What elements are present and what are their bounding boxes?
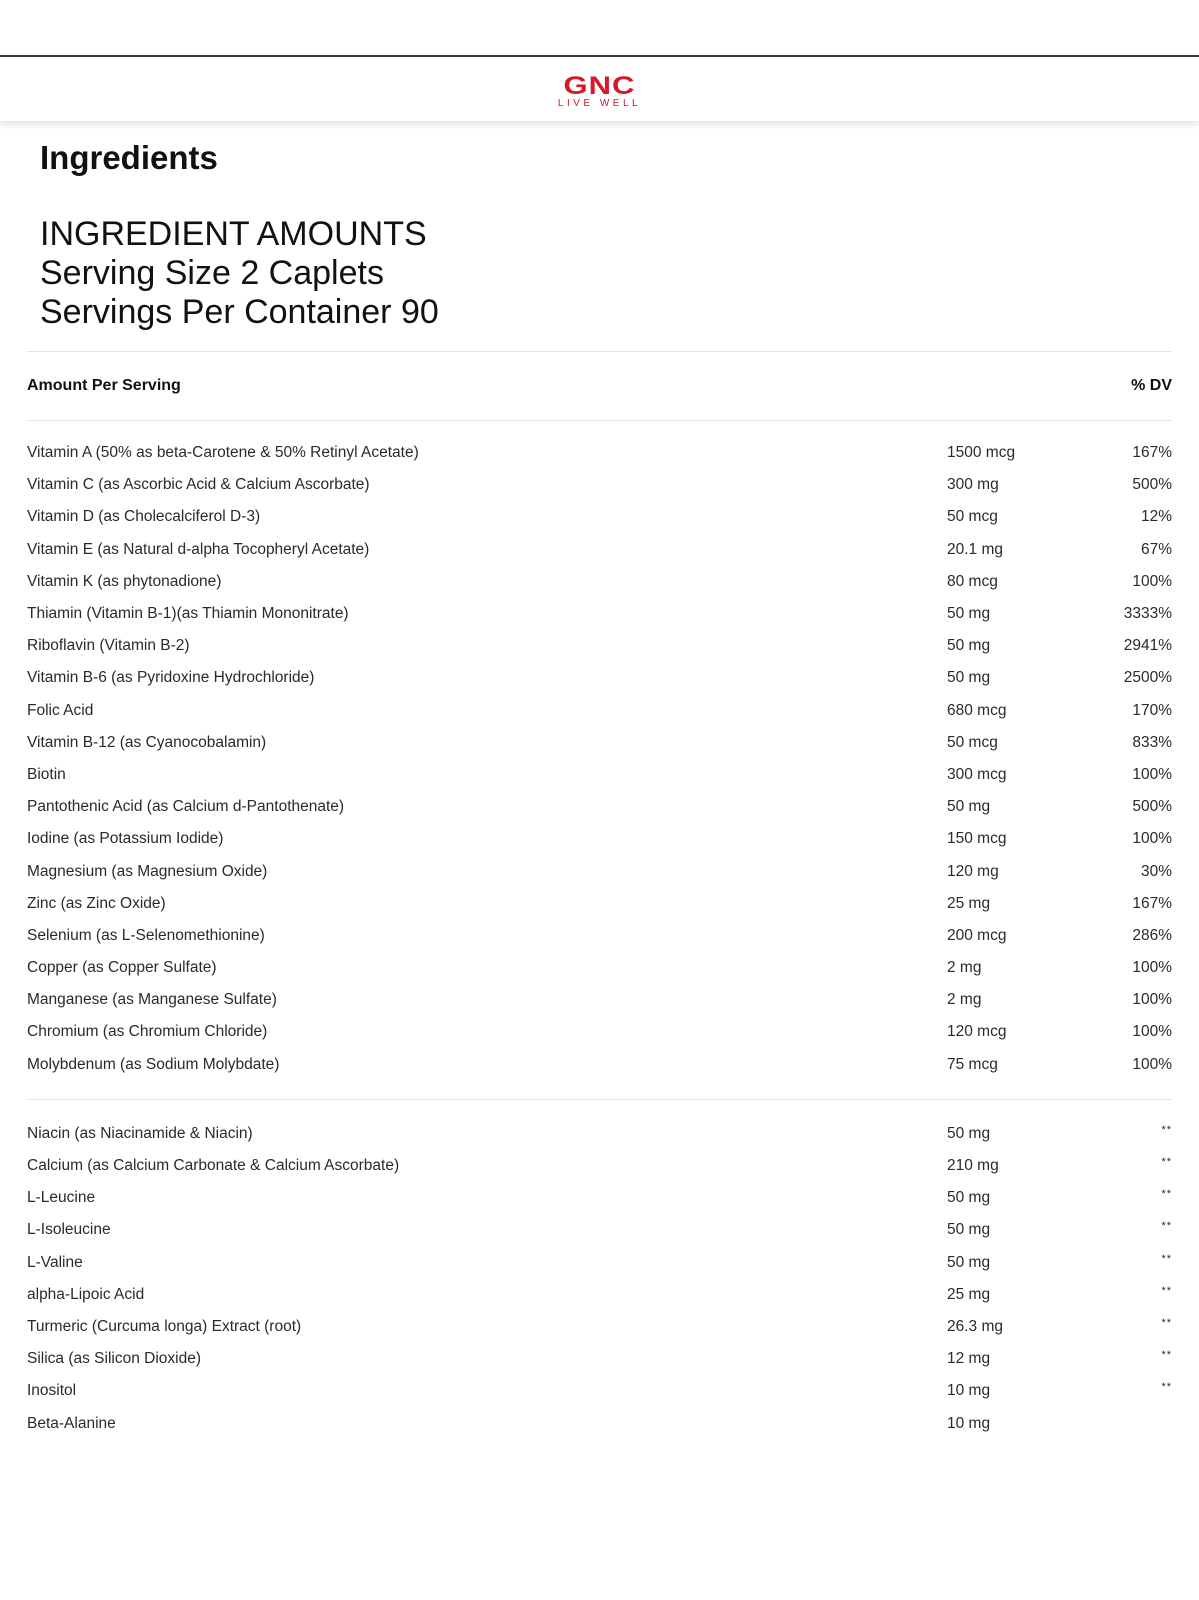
ingredient-amount: 50 mg	[947, 1124, 991, 1142]
ingredient-name: Inositol	[27, 1382, 77, 1400]
logo-wordmark: GNC	[563, 70, 636, 100]
table-row	[27, 984, 1172, 1016]
ingredient-name: Vitamin C (as Ascorbic Acid & Calcium Ascorbate)	[27, 476, 370, 494]
ingredient-name: Niacin (as Niacinamide & Niacin)	[27, 1124, 253, 1142]
table-row	[27, 1150, 1172, 1182]
ingredient-amount: 50 mcg	[947, 733, 998, 751]
ingredient-dv: 500%	[1132, 798, 1172, 816]
ingredient-dv: 500%	[1132, 476, 1172, 494]
ingredient-dv: 100%	[1132, 1055, 1172, 1073]
ingredient-dv: **	[1161, 1381, 1172, 1394]
ingredient-amount: 50 mcg	[947, 508, 998, 526]
table-row	[27, 598, 1172, 630]
ingredient-name: Vitamin D (as Cholecalciferol D-3)	[27, 508, 261, 526]
ingredient-name: Pantothenic Acid (as Calcium d-Pantothenate)	[27, 798, 345, 816]
table-row	[27, 1311, 1172, 1343]
ingredient-dv: 100%	[1132, 572, 1172, 590]
table-row	[27, 662, 1172, 694]
ingredient-name: alpha-Lipoic Acid	[27, 1285, 145, 1303]
ingredient-amount: 300 mg	[947, 476, 999, 494]
ingredient-name: Iodine (as Potassium Iodide)	[27, 830, 224, 848]
table-row	[27, 1118, 1172, 1150]
ingredient-dv: **	[1161, 1252, 1172, 1265]
ingredient-dv: 833%	[1132, 733, 1172, 751]
amount-per-serving-header: Amount Per Serving	[27, 377, 181, 394]
table-row	[27, 1279, 1172, 1311]
table-row	[27, 469, 1172, 501]
ingredient-amount: 80 mcg	[947, 572, 998, 590]
ingredient-dv: **	[1161, 1188, 1172, 1201]
ingredient-list-vitamins	[27, 421, 1172, 1081]
ingredient-dv: **	[1161, 1316, 1172, 1329]
ingredient-dv: 67%	[1140, 540, 1172, 558]
dv-header: % DV	[1131, 377, 1172, 394]
ingredient-amount: 680 mcg	[947, 701, 1007, 719]
ingredient-name: Calcium (as Calcium Carbonate & Calcium Ascorbate)	[27, 1157, 400, 1175]
ingredient-dv: 167%	[1132, 894, 1172, 912]
ingredient-name: Zinc (as Zinc Oxide)	[27, 894, 166, 912]
ingredient-dv: 170%	[1132, 701, 1172, 719]
table-row	[27, 855, 1172, 887]
ingredient-name: L-Valine	[27, 1253, 83, 1271]
logo-tagline: LIVE WELL	[557, 97, 642, 109]
ingredient-amount: 120 mg	[947, 862, 999, 880]
ingredient-dv: 100%	[1132, 991, 1172, 1009]
ingredient-name: Molybdenum (as Sodium Molybdate)	[27, 1055, 280, 1073]
ingredient-name: Manganese (as Manganese Sulfate)	[27, 991, 277, 1009]
ingredient-dv: 2941%	[1123, 637, 1172, 655]
ingredient-amount: 10 mg	[947, 1414, 991, 1432]
ingredient-name: Riboflavin (Vitamin B-2)	[27, 637, 190, 655]
ingredient-amount: 12 mg	[947, 1350, 991, 1368]
ingredient-amount: 2 mg	[947, 991, 982, 1009]
ingredient-amount: 50 mg	[947, 798, 991, 816]
table-row	[27, 1214, 1172, 1246]
table-row	[27, 1407, 1172, 1439]
ingredient-dv: 2500%	[1123, 669, 1172, 687]
ingredient-dv: 100%	[1132, 765, 1172, 783]
ingredient-amount: 210 mg	[947, 1157, 999, 1175]
table-row	[27, 566, 1172, 598]
ingredient-dv: 30%	[1140, 862, 1172, 880]
ingredient-name: Silica (as Silicon Dioxide)	[27, 1350, 202, 1368]
ingredient-dv: 100%	[1132, 830, 1172, 848]
table-row	[27, 695, 1172, 727]
table-row	[27, 1375, 1172, 1407]
ingredient-amount: 50 mg	[947, 669, 991, 687]
table-row	[27, 952, 1172, 984]
table-row	[27, 759, 1172, 791]
table-row	[27, 823, 1172, 855]
ingredients-content	[0, 139, 1199, 1440]
gnc-logo[interactable]	[558, 70, 641, 109]
ingredient-amount: 1500 mcg	[947, 444, 1016, 462]
serving-size: Serving Size 2 Caplets	[40, 254, 384, 292]
table-row	[27, 1182, 1172, 1214]
table-row	[27, 1049, 1172, 1081]
ingredient-amount: 10 mg	[947, 1382, 991, 1400]
site-header	[0, 57, 1199, 121]
table-row	[27, 1016, 1172, 1048]
table-row	[27, 727, 1172, 759]
ingredient-amount: 50 mg	[947, 1253, 991, 1271]
ingredient-dv: 3333%	[1123, 605, 1172, 623]
table-row	[27, 437, 1172, 469]
ingredient-name: Thiamin (Vitamin B-1)(as Thiamin Mononitrate)	[27, 605, 349, 623]
ingredient-amount: 20.1 mg	[947, 540, 1004, 558]
ingredient-amount: 75 mcg	[947, 1055, 998, 1073]
table-row	[27, 630, 1172, 662]
ingredient-dv: **	[1161, 1156, 1172, 1169]
ingredient-name: Biotin	[27, 765, 66, 783]
ingredient-name: Copper (as Copper Sulfate)	[27, 959, 217, 977]
ingredient-dv: **	[1161, 1349, 1172, 1362]
ingredient-name: L-Leucine	[27, 1189, 96, 1207]
ingredient-amount: 150 mcg	[947, 830, 1007, 848]
page-title: Ingredients	[40, 139, 218, 176]
ingredient-name: Vitamin B-12 (as Cyanocobalamin)	[27, 733, 267, 751]
ingredient-list-other	[27, 1100, 1172, 1440]
ingredient-dv: 12%	[1140, 508, 1172, 526]
ingredient-name: L-Isoleucine	[27, 1221, 111, 1239]
ingredient-name: Vitamin A (50% as beta-Carotene & 50% Retinyl Acetate)	[27, 444, 419, 462]
ingredient-name: Selenium (as L-Selenomethionine)	[27, 926, 265, 944]
table-row	[27, 1247, 1172, 1279]
ingredient-dv: **	[1161, 1123, 1172, 1136]
ingredient-dv: 100%	[1132, 959, 1172, 977]
ingredient-dv: 100%	[1132, 1023, 1172, 1041]
ingredient-amount: 25 mg	[947, 1285, 991, 1303]
table-row	[27, 920, 1172, 952]
ingredient-amount: 26.3 mg	[947, 1317, 1004, 1335]
ingredient-amount: 50 mg	[947, 1221, 991, 1239]
ingredient-name: Magnesium (as Magnesium Oxide)	[27, 862, 268, 880]
table-header	[27, 352, 1172, 420]
ingredient-name: Turmeric (Curcuma longa) Extract (root)	[27, 1317, 302, 1335]
table-row	[27, 888, 1172, 920]
ingredient-name: Beta-Alanine	[27, 1414, 116, 1432]
servings-per-container: Servings Per Container 90	[40, 293, 439, 331]
ingredient-amount: 120 mcg	[947, 1023, 1007, 1041]
amounts-heading: INGREDIENT AMOUNTS	[40, 215, 427, 253]
ingredient-name: Vitamin B-6 (as Pyridoxine Hydrochloride)	[27, 669, 315, 687]
ingredient-amount: 300 mcg	[947, 765, 1007, 783]
ingredient-name: Chromium (as Chromium Chloride)	[27, 1023, 268, 1041]
table-row	[27, 791, 1172, 823]
ingredient-dv: **	[1161, 1284, 1172, 1297]
ingredient-dv: **	[1161, 1220, 1172, 1233]
ingredient-amount: 50 mg	[947, 637, 991, 655]
ingredient-name: Folic Acid	[27, 701, 94, 719]
ingredient-dv: 286%	[1132, 926, 1172, 944]
ingredient-dv: 167%	[1132, 444, 1172, 462]
table-row	[27, 501, 1172, 533]
table-row	[27, 534, 1172, 566]
ingredient-amount: 200 mcg	[947, 926, 1007, 944]
table-row	[27, 1343, 1172, 1375]
serving-info	[40, 215, 1172, 332]
ingredient-name: Vitamin E (as Natural d-alpha Tocopheryl Acetate)	[27, 540, 370, 558]
ingredient-amount: 50 mg	[947, 605, 991, 623]
ingredient-name: Vitamin K (as phytonadione)	[27, 572, 222, 590]
ingredient-amount: 50 mg	[947, 1189, 991, 1207]
ingredient-amount: 25 mg	[947, 894, 991, 912]
top-bar	[0, 0, 1199, 57]
ingredient-amount: 2 mg	[947, 959, 982, 977]
